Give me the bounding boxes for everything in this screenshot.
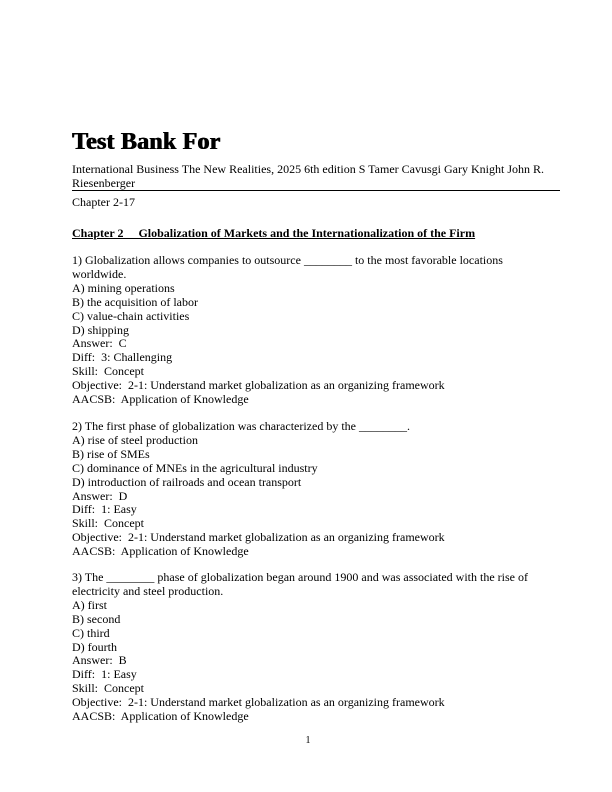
answer-option: C) third — [72, 625, 110, 640]
difficulty: Diff: 3: Challenging — [72, 350, 173, 365]
question-block — [72, 571, 560, 724]
answer-option: A) mining operations — [72, 280, 175, 295]
answer-option: A) rise of steel production — [72, 432, 198, 447]
objective: Objective: 2-1: Understand market globalization as an organizing framework — [72, 378, 445, 393]
chapter-heading: Chapter 2 Globalization of Markets and the Internationalization of the Firm — [72, 226, 476, 240]
answer-key: Answer: B — [72, 653, 127, 668]
document-subtitle: International Business The New Realities, 2025 6th edition S Tamer Cavusgi Gary Knight John R. Riesenberger — [72, 162, 544, 190]
answer-option: B) the acquisition of labor — [72, 294, 198, 309]
document-page — [72, 0, 560, 792]
question-block — [72, 254, 560, 407]
answer-option: A) first — [72, 597, 107, 612]
chapter-range: Chapter 2-17 — [72, 195, 135, 209]
question-block — [72, 420, 560, 559]
aacsb: AACSB: Application of Knowledge — [72, 709, 249, 724]
answer-option: B) second — [72, 611, 121, 626]
answer-option: D) introduction of railroads and ocean transport — [72, 474, 302, 489]
skill: Skill: Concept — [72, 681, 144, 696]
answer-option: B) rise of SMEs — [72, 446, 150, 461]
answer-option: D) shipping — [72, 322, 129, 337]
page-number: 1 — [305, 735, 311, 746]
difficulty: Diff: 1: Easy — [72, 502, 137, 517]
objective: Objective: 2-1: Understand market globalization as an organizing framework — [72, 530, 445, 545]
answer-option: D) fourth — [72, 639, 117, 654]
question-stem: 1) Globalization allows companies to outsource ________ to the most favorable locations worldwide. — [72, 253, 506, 281]
answer-key: Answer: C — [72, 336, 127, 351]
answer-option: C) dominance of MNEs in the agricultural industry — [72, 460, 318, 475]
skill: Skill: Concept — [72, 364, 144, 379]
question-stem: 2) The first phase of globalization was characterized by the ________. — [72, 419, 410, 433]
answer-key: Answer: D — [72, 488, 128, 503]
title-divider — [72, 190, 560, 191]
objective: Objective: 2-1: Understand market globalization as an organizing framework — [72, 695, 445, 710]
difficulty: Diff: 1: Easy — [72, 667, 137, 682]
aacsb: AACSB: Application of Knowledge — [72, 544, 249, 559]
aacsb: AACSB: Application of Knowledge — [72, 392, 249, 407]
document-title: Test Bank For — [72, 129, 221, 155]
question-stem: 3) The ________ phase of globalization began around 1900 and was associated with the rise of electricity and steel production. — [72, 570, 531, 598]
skill: Skill: Concept — [72, 516, 144, 531]
answer-option: C) value-chain activities — [72, 308, 190, 323]
